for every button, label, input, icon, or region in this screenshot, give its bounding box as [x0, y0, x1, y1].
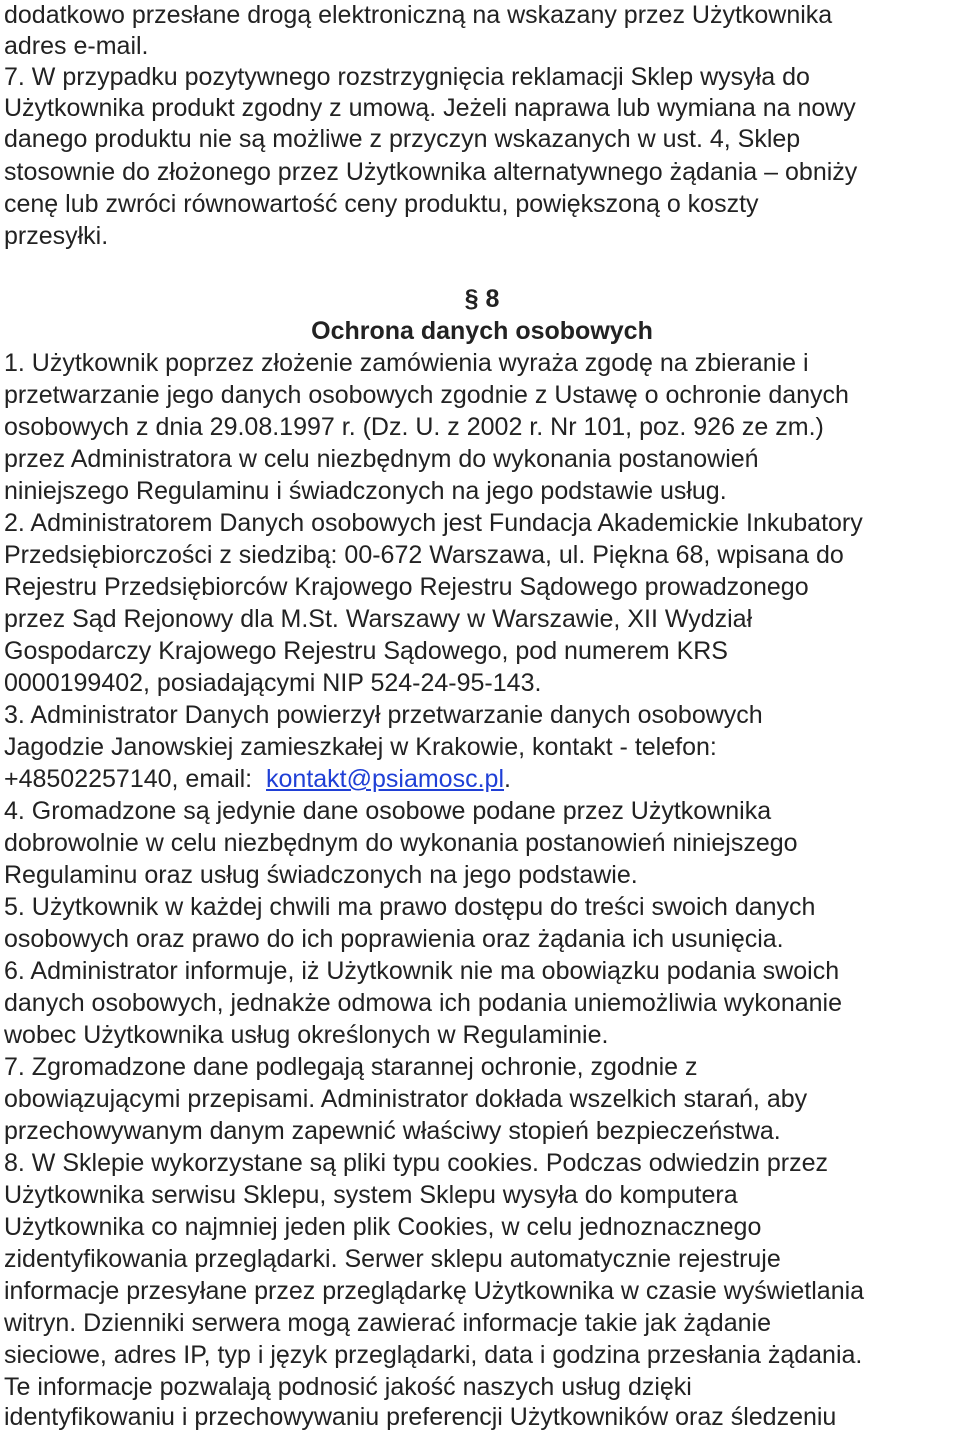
text-line: cenę lub zwróci równowartość ceny produktu, powiększoną o koszty: [4, 190, 759, 218]
text-line: witryn. Dzienniki serwera mogą zawierać informacje takie jak żądanie: [4, 1309, 771, 1337]
text-line: 2. Administratorem Danych osobowych jest Fundacja Akademickie Inkubatory: [4, 509, 863, 537]
text-line: osobowych oraz prawo do ich poprawienia oraz żądania ich usunięcia.: [4, 925, 784, 953]
section-title: Ochrona danych osobowych: [311, 317, 653, 345]
text-line: 4. Gromadzone są jedynie dane osobowe podane przez Użytkownika: [4, 797, 772, 825]
text-line: obowiązującymi przepisami. Administrator dokłada wszelkich starań, aby: [4, 1085, 808, 1113]
text-line: 7. W przypadku pozytywnego rozstrzygnięcia reklamacji Sklep wysyła do: [4, 63, 810, 91]
text-line: wobec Użytkownika usług określonych w Regulaminie.: [4, 1021, 609, 1049]
text-line: danych osobowych, jednakże odmowa ich podania uniemożliwia wykonanie: [4, 989, 843, 1017]
text-line: 0000199402, posiadającymi NIP 524-24-95-143.: [4, 669, 542, 697]
text-line: sieciowe, adres IP, typ i język przeglądarki, data i godzina przesłania żądania.: [4, 1341, 863, 1369]
contact-suffix: .: [504, 765, 511, 793]
email-link[interactable]: kontakt@psiamosc.pl: [266, 765, 504, 793]
text-line: przetwarzanie jego danych osobowych zgodnie z Ustawę o ochronie danych: [4, 381, 849, 409]
text-line: przez Administratora w celu niezbędnym do wykonania postanowień: [4, 445, 759, 473]
text-line: przez Sąd Rejonowy dla M.St. Warszawy w Warszawie, XII Wydział: [4, 605, 753, 633]
text-line: 3. Administrator Danych powierzył przetwarzanie danych osobowych: [4, 701, 763, 729]
text-line: 1. Użytkownik poprzez złożenie zamówienia wyraża zgodę na zbieranie i: [4, 349, 809, 377]
text-line: stosownie do złożonego przez Użytkownika alternatywnego żądania – obniży: [4, 158, 858, 186]
text-line: adres e-mail.: [4, 32, 149, 60]
text-line: dodatkowo przesłane drogą elektroniczną na wskazany przez Użytkownika: [4, 1, 833, 29]
text-line: 5. Użytkownik w każdej chwili ma prawo dostępu do treści swoich danych: [4, 893, 816, 921]
section-number: § 8: [464, 285, 500, 313]
text-line: identyfikowaniu i przechowywaniu preferencji Użytkowników oraz śledzeniu: [4, 1403, 837, 1431]
text-line: 7. Zgromadzone dane podlegają starannej ochronie, zgodnie z: [4, 1053, 698, 1081]
text-line: Te informacje pozwalają podnosić jakość naszych usług dzięki: [4, 1373, 692, 1401]
text-line: Przedsiębiorczości z siedzibą: 00-672 Warszawa, ul. Piękna 68, wpisana do: [4, 541, 844, 569]
text-line: Jagodzie Janowskiej zamieszkałej w Krakowie, kontakt - telefon:: [4, 733, 717, 761]
text-line: Rejestru Przedsiębiorców Krajowego Rejestru Sądowego prowadzonego: [4, 573, 809, 601]
text-line: Użytkownika co najmniej jeden plik Cookies, w celu jednoznacznego: [4, 1213, 762, 1241]
text-line: zidentyfikowania przeglądarki. Serwer sklepu automatycznie rejestruje: [4, 1245, 781, 1273]
text-line: dobrowolnie w celu niezbędnym do wykonania postanowień niniejszego: [4, 829, 798, 857]
text-line: 6. Administrator informuje, iż Użytkownik nie ma obowiązku podania swoich: [4, 957, 840, 985]
text-line: osobowych z dnia 29.08.1997 r. (Dz. U. z 2002 r. Nr 101, poz. 926 ze zm.): [4, 413, 824, 441]
text-line: 8. W Sklepie wykorzystane są pliki typu cookies. Podczas odwiedzin przez: [4, 1149, 828, 1177]
contact-prefix: +48502257140, email:: [4, 765, 267, 793]
text-line: Użytkownika produkt zgodny z umową. Jeżeli naprawa lub wymiana na nowy: [4, 94, 856, 122]
text-line: informacje przesyłane przez przeglądarkę Użytkownika w czasie wyświetlania: [4, 1277, 865, 1305]
text-line: niniejszego Regulaminu i świadczonych na jego podstawie usług.: [4, 477, 727, 505]
text-line: przesyłki.: [4, 222, 109, 250]
text-line: Regulaminu oraz usług świadczonych na jego podstawie.: [4, 861, 638, 889]
text-line: Użytkownika serwisu Sklepu, system Sklepu wysyła do komputera: [4, 1181, 738, 1209]
text-line: Gospodarczy Krajowego Rejestru Sądowego, pod numerem KRS: [4, 637, 728, 665]
text-line: danego produktu nie są możliwe z przyczyn wskazanych w ust. 4, Sklep: [4, 125, 801, 153]
text-line: przechowywanym danym zapewnić właściwy stopień bezpieczeństwa.: [4, 1117, 781, 1145]
contact-line: [4, 764, 511, 795]
